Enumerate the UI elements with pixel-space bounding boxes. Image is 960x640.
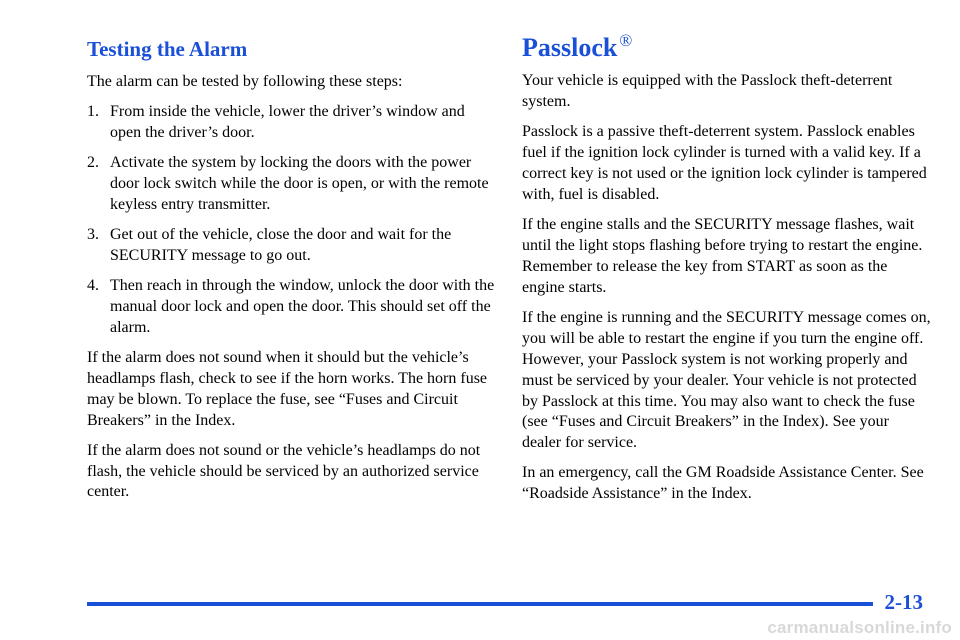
steps-list — [87, 102, 495, 339]
watermark: carmanualsonline.info — [767, 618, 952, 637]
list-item — [87, 153, 495, 216]
body-paragraph: In an emergency, call the GM Roadside Assistance Center. See “Roadside Assistance” in the Index. — [522, 464, 924, 503]
page-number: 2-13 — [884, 590, 923, 614]
body-paragraph: If the engine is running and the SECURITY message comes on, you will be able to restart the engine if you turn the engine off. However, your Passlock system is not working properly and must be serviced by your dealer. Your vehicle is not protected by Passlock at this time. You may also want to check the fuse (see “Fuses and Circuit Breakers” in the Index). See your dealer for service. — [522, 308, 931, 452]
step-number: 3. — [87, 225, 99, 243]
list-item — [87, 276, 495, 339]
body-paragraph: If the alarm does not sound or the vehicle’s headlamps do not flash, the vehicle should be serviced by an authorized service center. — [87, 441, 481, 501]
footer-rule — [87, 602, 873, 606]
step-text: Activate the system by locking the doors with the power door lock switch while the door is open, or with the remote keyless entry transmitter. — [110, 154, 489, 214]
registered-mark: ® — [619, 31, 633, 51]
step-number: 1. — [87, 103, 99, 121]
right-column — [522, 31, 932, 514]
body-paragraph: Your vehicle is equipped with the Passlock theft-deterrent system. — [522, 72, 893, 111]
step-number: 4. — [87, 276, 99, 294]
section-heading-testing-alarm: Testing the Alarm — [87, 37, 248, 61]
body-paragraph: If the engine stalls and the SECURITY message flashes, wait until the light stops flashing before trying to restart the engine. Remember to release the key from START as soon as the engine starts. — [522, 215, 923, 296]
passlock-title: Passlock — [522, 33, 618, 62]
body-paragraph: Passlock is a passive theft-deterrent system. Passlock enables fuel if the ignition lock cylinder is turned with a valid key. If a correct key is not used or the ignition lock cylinder is tampered with, fuel is disabled. — [522, 123, 927, 203]
step-text: From inside the vehicle, lower the driver’s window and open the driver’s door. — [110, 103, 465, 142]
section-heading-passlock — [522, 32, 932, 63]
step-text: Then reach in through the window, unlock the door with the manual door lock and open the door. This should set off the alarm. — [110, 276, 495, 336]
list-item — [87, 225, 495, 267]
left-column — [87, 36, 495, 512]
body-paragraph: If the alarm does not sound when it should but the vehicle’s headlamps flash, check to see if the horn works. The horn fuse may be blown. To replace the fuse, see “Fuses and Circuit Breakers” in the Index. — [87, 348, 488, 429]
step-number: 2. — [87, 154, 99, 172]
intro-paragraph: The alarm can be tested by following these steps: — [87, 73, 403, 91]
step-text: Get out of the vehicle, close the door and wait for the SECURITY message to go out. — [110, 225, 452, 264]
list-item — [87, 102, 495, 144]
